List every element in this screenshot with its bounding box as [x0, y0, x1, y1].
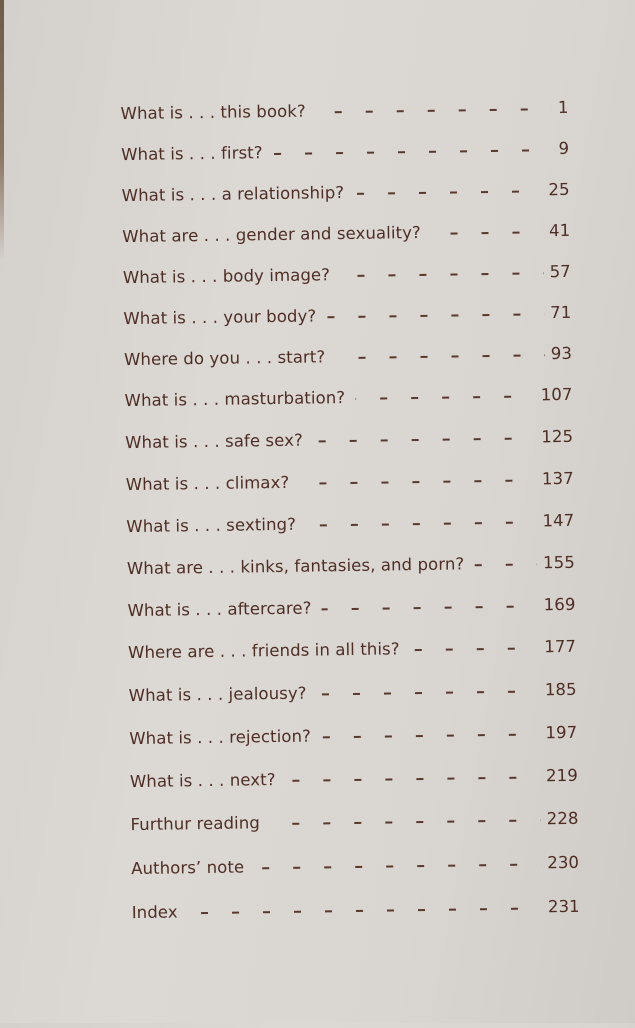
toc-entry-page: 197: [545, 722, 578, 742]
toc-entry-leader: [431, 231, 543, 235]
toc-entry-leader: [322, 605, 538, 610]
toc-entry-title: What is . . . a relationship?: [121, 182, 345, 205]
toc-entry-leader: [188, 907, 542, 914]
toc-entry-title: What is . . . jealousy?: [128, 683, 307, 705]
toc-entry-page: 219: [545, 765, 578, 785]
toc-entry: [128, 633, 576, 665]
toc-entry-page: 231: [547, 896, 580, 916]
toc-entry-title: What is . . . aftercare?: [127, 598, 312, 620]
toc-entry-page: 155: [542, 552, 576, 572]
toc-entry: [122, 217, 570, 249]
toc-entry-leader: [317, 690, 539, 695]
toc-entry: [130, 762, 578, 794]
toc-entry-page: 25: [548, 179, 570, 199]
toc-entry: [131, 849, 579, 881]
toc-entry: [124, 340, 572, 372]
toc-entry-title: What is . . . body image?: [122, 264, 331, 287]
toc-entry: [127, 591, 575, 623]
toc-entry-leader: [254, 863, 541, 869]
toc-entry-page: 137: [541, 468, 574, 488]
toc-entry: [127, 549, 575, 581]
toc-entry-leader: [270, 819, 541, 825]
toc-entry-title: Furthur reading: [130, 812, 261, 834]
toc-entry: [122, 176, 570, 208]
toc-entry-leader: [273, 149, 553, 155]
toc-entry-title: Where are . . . friends in all this?: [127, 638, 400, 662]
toc-entry-leader: [354, 190, 542, 195]
toc-entry-title: What is . . . sexting?: [126, 514, 297, 536]
toc-entry-leader: [335, 354, 545, 359]
toc-entry-page: 177: [544, 636, 577, 656]
toc-entry-title: What is . . . first?: [121, 142, 263, 164]
toc-entry-page: 41: [548, 220, 571, 240]
toc-entry: [120, 94, 568, 126]
toc-entry: [129, 676, 577, 708]
toc-entry-leader: [410, 647, 539, 651]
toc-entry: [130, 805, 578, 837]
toc-entry-title: What is . . . rejection?: [129, 726, 312, 748]
toc-entry-page: 185: [544, 679, 577, 699]
toc-entry-leader: [326, 313, 544, 318]
toc-entry-page: 230: [547, 852, 580, 872]
toc-entry: [129, 719, 577, 751]
toc-entry-leader: [321, 733, 540, 738]
toc-entry-leader: [299, 479, 536, 484]
toc-entry-page: 228: [546, 808, 579, 828]
toc-entry: [132, 893, 580, 925]
toc-entry-page: 125: [541, 426, 574, 446]
toc-entry-page: 107: [540, 384, 573, 404]
toc-entry-leader: [474, 563, 537, 566]
toc-entry-leader: [355, 395, 535, 400]
toc-entry: [121, 135, 569, 167]
toc-entry-title: What is . . . climax?: [125, 472, 290, 494]
toc-entry-title: What is . . . masturbation?: [124, 387, 346, 410]
toc-entry-page: 93: [550, 343, 573, 363]
toc-entry-title: What are . . . gender and sexuality?: [122, 222, 421, 246]
toc-entry-leader: [306, 521, 537, 526]
toc-entry: [126, 465, 574, 497]
toc-entry-leader: [316, 108, 552, 113]
toc-entry-page: 1: [557, 97, 569, 117]
toc-entry-page: 9: [558, 138, 570, 158]
toc-entry-title: Where do you . . . start?: [123, 346, 326, 369]
toc-entry-title: Authors’ note: [130, 857, 245, 878]
toc-entry-title: What is . . . this book?: [120, 101, 306, 123]
toc-entry-page: 71: [550, 302, 572, 322]
toc-entry-leader: [286, 776, 541, 782]
toc-entry: [124, 381, 572, 413]
toc-entry: [123, 299, 571, 331]
toc-entry-title: What is . . . safe sex?: [125, 430, 303, 452]
toc-entry-title: Index: [131, 901, 178, 922]
toc-entry-title: What is . . . next?: [129, 769, 276, 791]
toc-entry-title: What are . . . kinks, fantasies, and porn?: [126, 553, 465, 578]
toc-entry-leader: [340, 272, 544, 277]
toc-entry-title: What is . . . your body?: [123, 305, 317, 328]
toc-entry-page: 57: [549, 261, 571, 281]
toc-entry: [126, 507, 574, 539]
toc-entry-page: 169: [543, 594, 576, 614]
toc-entry: [125, 423, 573, 455]
toc-entry: [123, 258, 571, 290]
toc-entry-page: 147: [542, 510, 575, 530]
toc-entry-leader: [313, 437, 536, 442]
